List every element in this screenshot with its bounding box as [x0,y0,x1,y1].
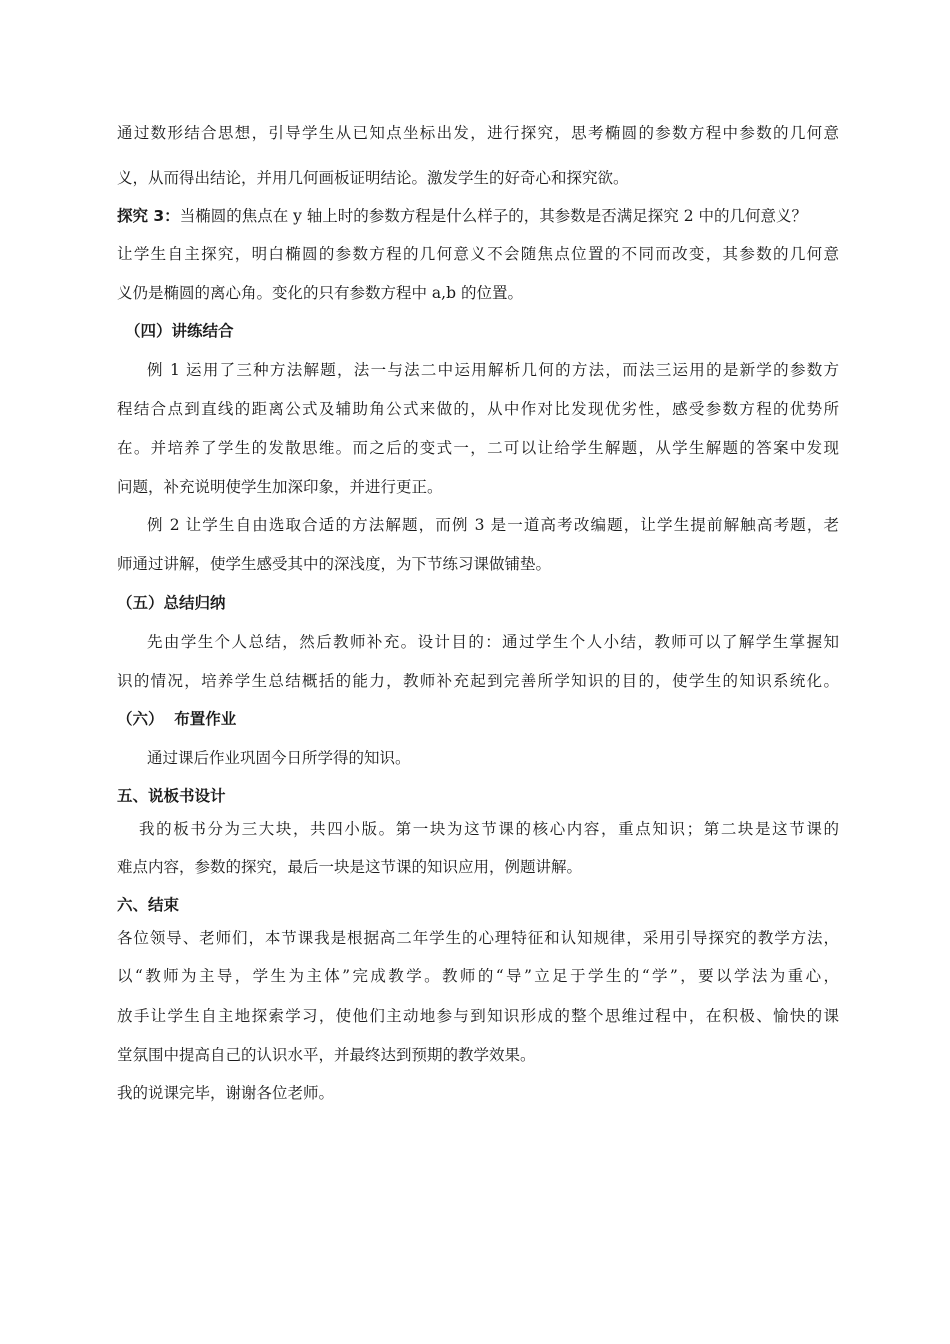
paragraph-line: 义仍是椭圆的离心角。变化的只有参数方程中 a,b 的位置。 [117,284,523,302]
paragraph-line: 通过数形结合思想，引导学生从已知点坐标出发，进行探究，思考椭圆的参数方程中参数的几何意 [117,124,839,142]
paragraph-line: 让学生自主探究，明白椭圆的参数方程的几何意义不会随焦点位置的不同而改变，其参数的几何意 [117,245,839,263]
paragraph-line: 各位领导、老师们，本节课我是根据高二年学生的心理特征和认知规律，采用引导探究的教学方法， [117,929,839,947]
paragraph-line: 堂氛围中提高自己的认识水平，并最终达到预期的教学效果。 [117,1046,536,1064]
paragraph-line: 放手让学生自主地探索学习，使他们主动地参与到知识形成的整个思维过程中，在积极、愉快的课 [117,1007,839,1025]
paragraph-line: 识的情况，培养学生总结概括的能力，教师补充起到完善所学知识的目的，使学生的知识系统化。 [117,672,839,690]
section-heading: 五、说板书设计 [117,787,226,805]
explore-3-line [117,205,839,227]
section-heading: （四）讲练结合 [125,322,234,340]
paragraph-line: 通过课后作业巩固今日所学得的知识。 [147,749,411,767]
paragraph-line: 程结合点到直线的距离公式及辅助角公式来做的，从中作对比发现优劣性，感受参数方程的优势所 [117,400,839,418]
section-heading: 六、结束 [117,896,180,914]
paragraph-line: 例 1 运用了三种方法解题，法一与法二中运用解析几何的方法，而法三运用的是新学的参数方 [147,361,839,379]
section-heading: （六） 布置作业 [117,710,237,728]
paragraph-line: 难点内容，参数的探究，最后一块是这节课的知识应用，例题讲解。 [117,858,583,876]
paragraph-line: 例 2 让学生自由选取合适的方法解题，而例 3 是一道高考改编题，让学生提前解触高考题，老 [147,516,839,534]
paragraph-line: 我的说课完毕，谢谢各位老师。 [117,1084,335,1102]
paragraph-line: 先由学生个人总结，然后教师补充。设计目的：通过学生个人小结，教师可以了解学生掌握知 [147,633,839,651]
explore-text: 当椭圆的焦点在 y 轴上时的参数方程是什么样子的，其参数是否满足探究 2 中的几何意义？ [179,207,808,225]
paragraph-line: 以“教师为主导，学生为主体”完成教学。教师的“导”立足于学生的“学”，要以学法为重心， [117,967,839,985]
paragraph-line: 师通过讲解，使学生感受其中的深浅度，为下节练习课做铺垫。 [117,555,552,573]
paragraph-line: 我的板书分为三大块，共四小版。第一块为这节课的核心内容，重点知识；第二块是这节课的 [139,820,839,838]
paragraph-line: 在。并培养了学生的发散思维。而之后的变式一，二可以让给学生解题，从学生解题的答案中发现 [117,439,839,457]
paragraph-line: 义，从而得出结论，并用几何画板证明结论。激发学生的好奇心和探究欲。 [117,169,629,187]
explore-label: 探究 3： [117,207,180,225]
paragraph-line: 问题，补充说明使学生加深印象，并进行更正。 [117,478,443,496]
section-heading: （五）总结归纳 [117,594,226,612]
